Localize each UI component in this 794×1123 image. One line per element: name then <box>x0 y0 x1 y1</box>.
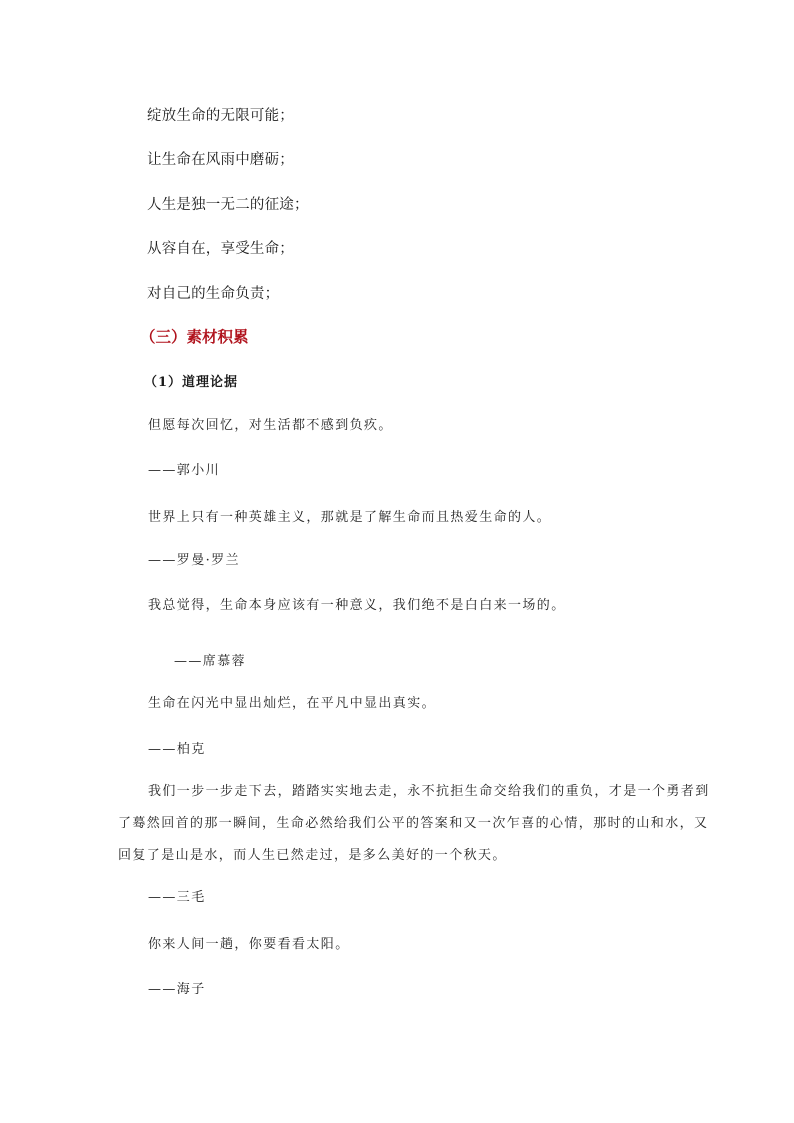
quote-author: ——柏克 <box>148 742 206 757</box>
subsection-title: （1）道理论据 <box>144 375 239 390</box>
quote-paragraph-line: 回复了是山是水，而人生已然走过，是多么美好的一个秋天。 <box>118 848 507 863</box>
section-title: （三）素材积累 <box>140 328 249 346</box>
quote-author: ——罗曼·罗兰 <box>148 553 240 568</box>
quote-paragraph <box>118 776 710 872</box>
quote-paragraph-line: 了蓦然回首的那一瞬间，生命必然给我们公平的答案和又一次乍喜的心情，那时的山和水，又 <box>118 816 709 831</box>
intro-line-3: 人生是独一无二的征途； <box>147 197 309 213</box>
quote-author: ——海子 <box>148 982 206 997</box>
quote-text: 生命在闪光中显出灿烂，在平凡中显出真实。 <box>148 696 437 711</box>
intro-line-2: 让生命在风雨中磨砺； <box>147 152 294 168</box>
quote-author: ——郭小川 <box>148 463 221 478</box>
quote-text: 但愿每次回忆，对生活都不感到负疚。 <box>148 418 393 433</box>
intro-line-5: 对自己的生命负责； <box>147 286 280 302</box>
intro-line-1: 绽放生命的无限可能； <box>147 108 294 124</box>
quote-text: 世界上只有一种英雄主义，那就是了解生命而且热爱生命的人。 <box>148 510 552 525</box>
quote-paragraph-line: 我们一步一步走下去，踏踏实实地去走，永不抗拒生命交给我们的重负，才是一个勇者到 <box>148 784 710 799</box>
quote-text: 你来人间一趟，你要看看太阳。 <box>148 937 350 952</box>
quote-author: ——席慕蓉 <box>174 654 247 669</box>
intro-line-4: 从容自在，享受生命； <box>147 241 294 257</box>
quote-author: ——三毛 <box>148 890 206 905</box>
quote-text: 我总觉得，生命本身应该有一种意义，我们绝不是白白来一场的。 <box>148 598 566 613</box>
